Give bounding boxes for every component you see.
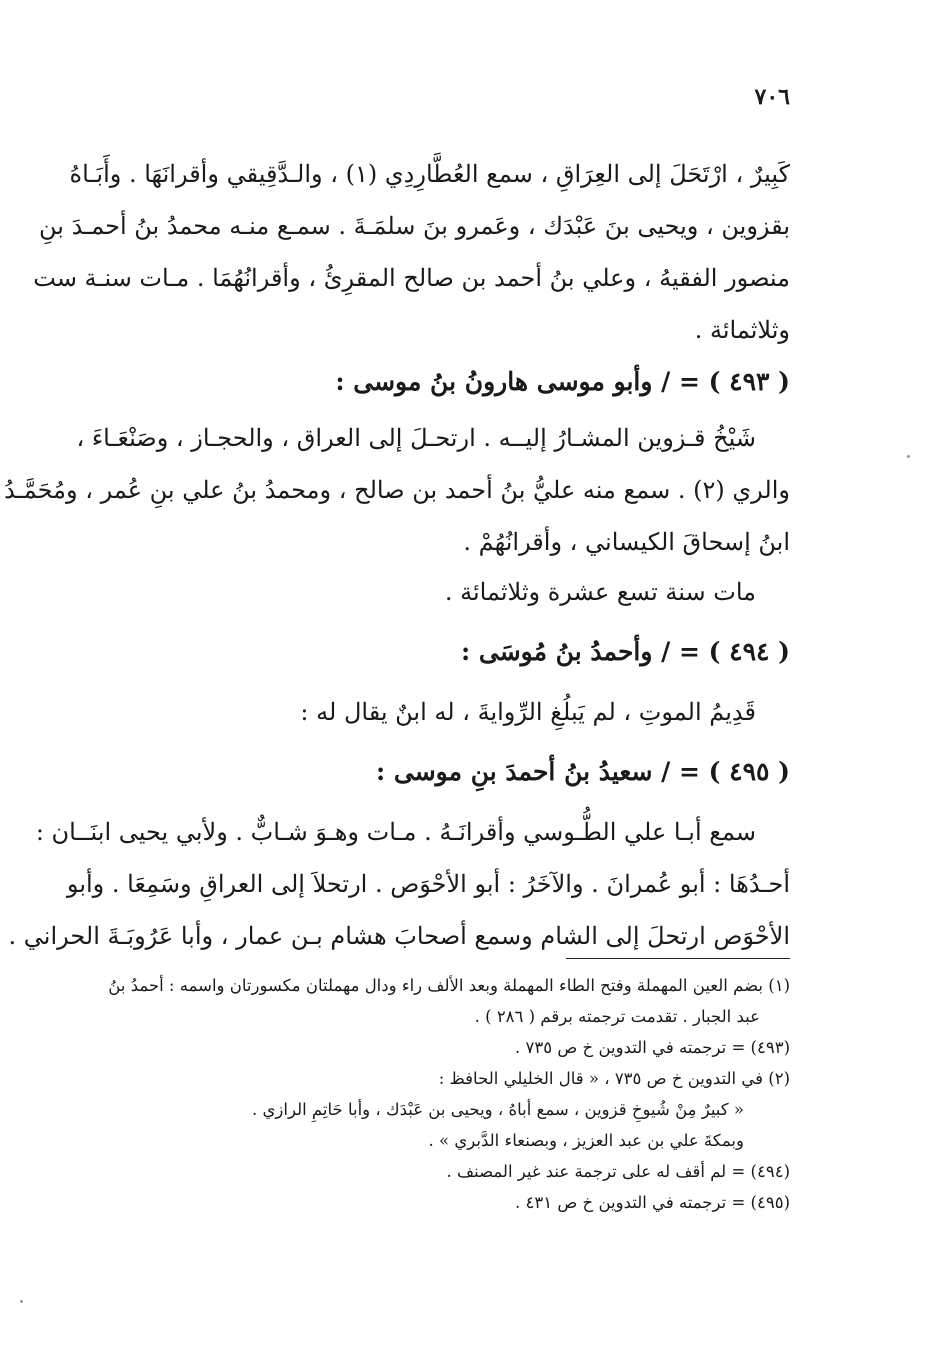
entry-body-493 bbox=[4, 412, 790, 568]
footnote-line: (٤٩٥) = ترجمته في التدوين خ ص ٤٣١ . bbox=[515, 1193, 790, 1212]
text-line: ابنُ إسحاقَ الكيساني ، وأقرانُهُمْ . bbox=[463, 528, 790, 556]
scan-speck bbox=[907, 455, 910, 458]
text-line: بقزوين ، ويحيى بنَ عَبْدَك ، وعَمرو بنَ سلمَـةَ . سمـع منـه محمدُ بنُ أحمـدَ بنِ bbox=[39, 212, 790, 240]
entry-heading-493: ( ٤٩٣ ) = / وأبو موسى هارونُ بنُ موسى : bbox=[335, 367, 790, 396]
scan-speck bbox=[20, 1300, 23, 1303]
text-line: سمع أبـا علي الطُّـوسي وأقرانَـهُ . مـات وهـوَ شـابٌّ . ولأبي يحيى ابنَــان : bbox=[35, 818, 756, 846]
footnote-line: « كبيرٌ مِنْ شُيوخِ قزوين ، سمع أباهُ ، ويحيى بن عَبْدَك ، وأبا حَاتِمِ الرازي . bbox=[252, 1100, 744, 1119]
text-line: قَدِيمُ الموتِ ، لم يَبلُغِ الرِّوايةَ ، له ابنٌ يقال له : bbox=[300, 698, 756, 726]
entry-continuation bbox=[33, 148, 790, 356]
footnote-line: (٢) في التدوين خ ص ٧٣٥ ، « قال الخليلي الحافظ : bbox=[438, 1069, 790, 1088]
text-line: وثلاثمائة . bbox=[694, 316, 790, 344]
footnote-line: (٤٩٤) = لم أقف له على ترجمة عند غير المصنف . bbox=[446, 1162, 790, 1181]
page-number: ٧٠٦ bbox=[754, 84, 790, 110]
entry-death-493 bbox=[90, 566, 790, 618]
footnote-line: (١) بضم العين المهملة وفتح الطاء المهملة وبعد الألف راء ودال مهملتان مكسورتان واسمه : أحمدُ بنُ bbox=[108, 976, 790, 995]
footnote-line: (٤٩٣) = ترجمته في التدوين خ ص ٧٣٥ . bbox=[515, 1038, 790, 1057]
text-line: كَبِيرٌ ، ارْتَحَلَ إلى العِرَاقِ ، سمع العُطَّارِدِي (١) ، والـدَّقِيقي وأقرانَهَا . وأَبَـاهُ bbox=[69, 160, 790, 188]
entry-body-494 bbox=[90, 686, 790, 738]
footnote-line: عبد الجبار . تقدمت ترجمته برقم ( ٢٨٦ ) . bbox=[474, 1007, 760, 1026]
entry-heading-494: ( ٤٩٤ ) = / وأحمدُ بنُ مُوسَى : bbox=[460, 637, 790, 666]
footnote-separator bbox=[566, 958, 790, 959]
footnotes bbox=[90, 970, 790, 1218]
entry-body-495 bbox=[8, 806, 790, 962]
text-line: الأحْوَص ارتحلَ إلى الشام وسمع أصحابَ هشام بـن عمار ، وأبا عَرُوبَـةَ الحراني . bbox=[8, 922, 790, 950]
text-line: والري (٢) . سمع منه عليُّ بنُ أحمد بن صالح ، ومحمدُ بنُ علي بنِ عُمر ، ومُحَمَّـدُ bbox=[4, 476, 790, 504]
text-line: منصور الفقيهُ ، وعلي بنُ أحمد بن صالح المقرِئُ ، وأقرانُهُمَا . مـات سنـة ست bbox=[33, 264, 790, 292]
entry-heading-495: ( ٤٩٥ ) = / سعيدُ بنُ أحمدَ بنِ موسى : bbox=[375, 757, 790, 786]
footnote-line: وبمكةَ علي بن عبد العزيز ، وبصنعاء الدَّبري » . bbox=[428, 1131, 744, 1150]
document-page bbox=[4, 0, 790, 1367]
text-line: شَيْخُ قـزوين المشـارُ إليــه . ارتحـلَ إلى العراق ، والحجـاز ، وصَنْعَـاءَ ، bbox=[76, 424, 756, 452]
text-line: مات سنة تسع عشرة وثلاثمائة . bbox=[444, 578, 756, 606]
text-line: أحـدُهَا : أبو عُمرانَ . والآخَرُ : أبو الأحْوَص . ارتحلاَ إلى العراقِ وسَمِعَا . وأبو bbox=[66, 870, 790, 898]
